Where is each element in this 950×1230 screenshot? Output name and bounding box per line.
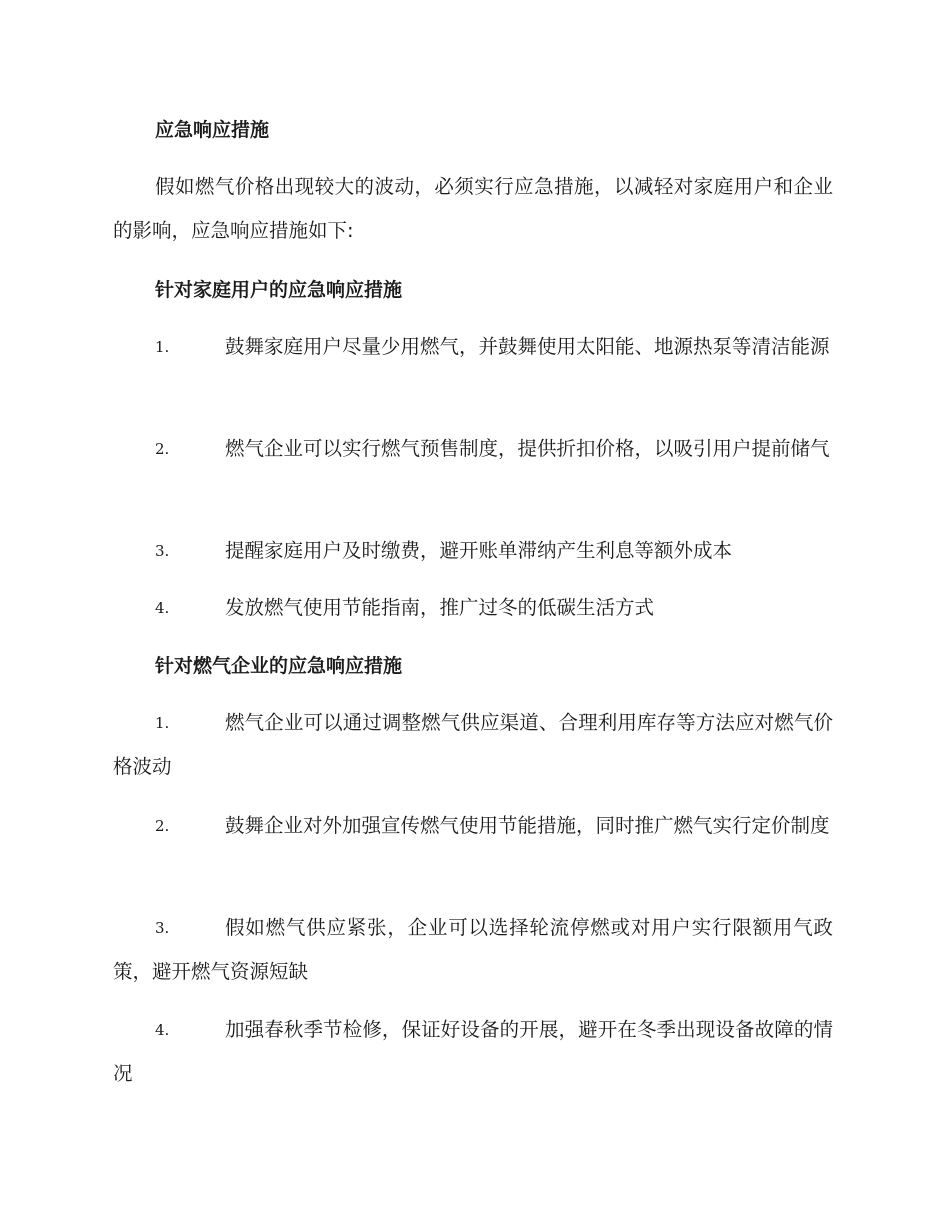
- list-item: [113, 906, 833, 994]
- list-number: 1.: [155, 714, 170, 732]
- document-title: 应急响应措施: [155, 119, 270, 141]
- list-number: 3.: [155, 542, 170, 560]
- list-item: [113, 804, 833, 848]
- list-number: 2.: [155, 817, 170, 835]
- list-item: [113, 1008, 833, 1096]
- list-text: 假如燃气供应紧张，企业可以选择轮流停燃或对用户实行限额用气政策，避开燃气资源短缺: [113, 916, 833, 983]
- list-text: 鼓舞家庭用户尽量少用燃气，并鼓舞使用太阳能、地源热泵等清洁能源: [225, 335, 830, 358]
- intro-paragraph: 假如燃气价格出现较大的波动，必须实行应急措施，以减轻对家庭用户和企业的影响，应急响应措施如下:: [113, 175, 833, 242]
- list-number: 4.: [155, 1021, 170, 1039]
- list-text: 燃气企业可以实行燃气预售制度，提供折扣价格，以吸引用户提前储气: [225, 437, 830, 460]
- list-text: 燃气企业可以通过调整燃气供应渠道、合理利用库存等方法应对燃气价格波动: [113, 711, 833, 778]
- list-item: [113, 586, 833, 630]
- list-number: 3.: [155, 919, 170, 937]
- list-number: 4.: [155, 599, 170, 617]
- list-item: [113, 325, 833, 369]
- section-heading-enterprise: 针对燃气企业的应急响应措施: [155, 655, 403, 677]
- section-heading-household: 针对家庭用户的应急响应措施: [155, 279, 403, 301]
- list-text: 鼓舞企业对外加强宣传燃气使用节能措施，同时推广燃气实行定价制度: [225, 814, 830, 837]
- list-item: [113, 529, 833, 573]
- list-text: 提醒家庭用户及时缴费，避开账单滞纳产生利息等额外成本: [225, 539, 733, 562]
- list-text: 加强春秋季节检修，保证好设备的开展，避开在冬季出现设备故障的情况: [113, 1018, 833, 1085]
- list-text: 发放燃气使用节能指南，推广过冬的低碳生活方式: [225, 596, 655, 619]
- list-number: 1.: [155, 338, 170, 356]
- list-item: [113, 701, 833, 789]
- list-item: [113, 427, 833, 471]
- list-number: 2.: [155, 440, 170, 458]
